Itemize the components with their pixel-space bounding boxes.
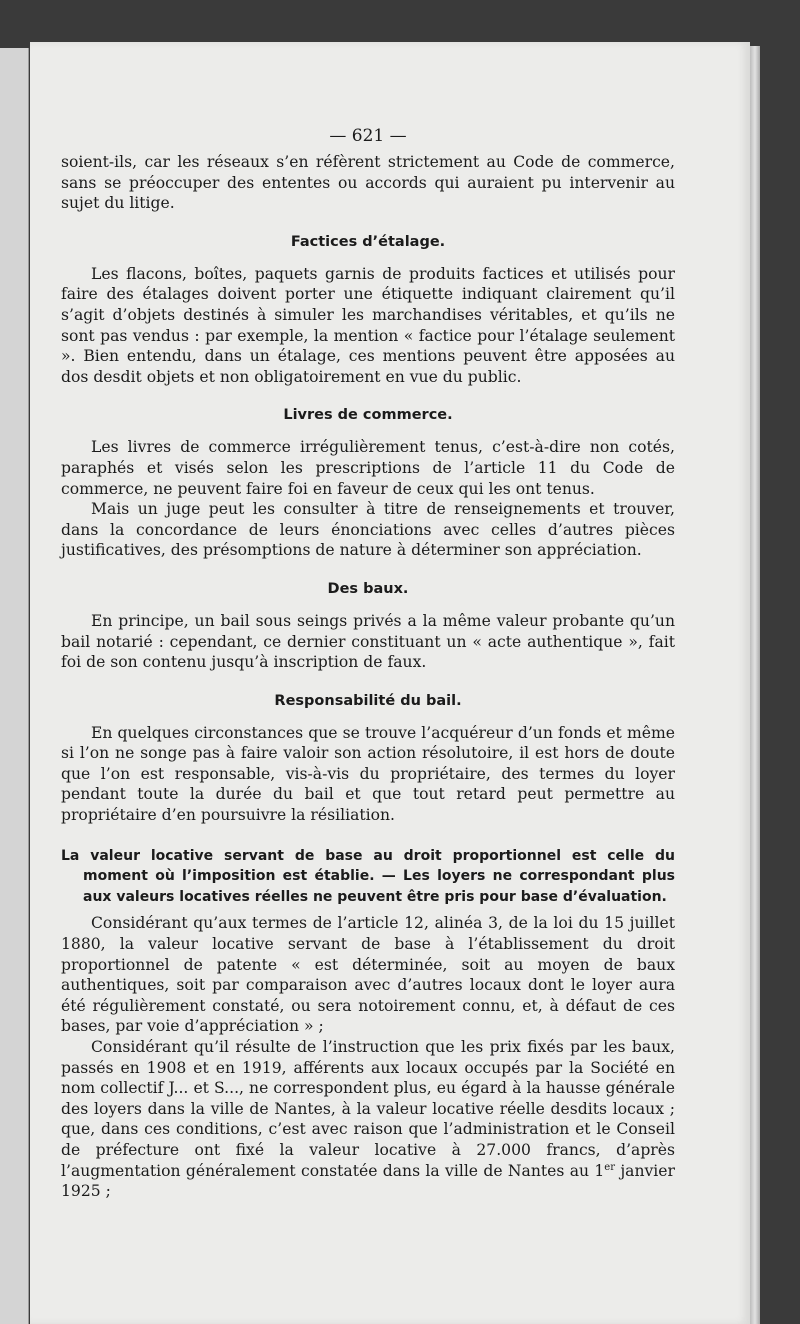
paragraph-livres-1: Les livres de commerce irrégulièrement tenus, c’est-à-dire non cotés, paraphés et visés selon les prescriptions de l’article 11 du Code de commerce, ne peuvent faire foi en faveur de ceux qui les ont tenus. <box>61 438 675 498</box>
page-content <box>61 126 675 1202</box>
section-heading-factices: Factices d’étalage. <box>290 233 446 250</box>
paragraph-responsabilite: En quelques circonstances que se trouve l’acquéreur d’un fonds et même si l’on ne songe pas à faire valoir son action résolutoire, il est hors de doute que l’on est responsable, vis-à-vis du propriétaire, des termes du loyer pendant toute la durée du bail et que tout retard peut permettre au propriétaire d’en poursuivre la résiliation. <box>61 723 675 825</box>
page-stack-edge <box>750 46 760 1324</box>
paragraph-baux: En principe, un bail sous seings privés a la même valeur probante qu’un bail notarié : cependant, ce dernier constituant un « acte authentique », fait foi de son contenu jusqu’à inscription de faux. <box>61 611 675 672</box>
decision-heading: La valeur locative servant de base au droit proportionnel est celle du moment où l’imposition est établie. — Les loyers ne correspondant plus aux valeurs locatives réelles ne peuvent être pris pour base d’évaluation. <box>61 847 675 905</box>
book-page <box>30 42 750 1324</box>
facing-page-edge <box>0 48 29 1324</box>
paragraph-factices: Les flacons, boîtes, paquets garnis de produits factices et utilisés pour faire des étalages doivent porter une étiquette indiquant clairement qu’il s’agit d’objets destinés à simuler les marchandises véritables, et qu’ils ne sont pas vendus : par exemple, la mention « factice pour l’étalage seulement ». Bien entendu, dans un étalage, ces mentions peuvent être apposées au dos desdit objets et non obligatoirement en vue du public. <box>61 264 675 386</box>
decision-paragraph-1: Considérant qu’aux termes de l’article 12, alinéa 3, de la loi du 15 juillet 1880, la valeur locative servant de base à l’établissement du droit proportionnel de patente « est déterminée, soit au moyen de baux authentiques, soit par comparaison avec d’autres locaux dont le loyer aura été régulièrement constaté, ou sera notoirement connu, et, à défaut de ces bases, par voie d’appréciation » ; <box>61 914 675 1036</box>
page-number: — 621 — <box>329 126 407 146</box>
section-heading-livres: Livres de commerce. <box>283 407 453 424</box>
paragraph-livres-2: Mais un juge peut les consulter à titre de renseignements et trouver, dans la concordance de leurs énonciations avec celles d’autres pièces justificatives, des présomptions de nature à déterminer son appréciation. <box>61 500 675 560</box>
section-heading-responsabilite: Responsabilité du bail. <box>274 692 462 709</box>
section-heading-baux: Des baux. <box>327 580 409 597</box>
opening-paragraph: soient-ils, car les réseaux s’en réfèrent strictement au Code de commerce, sans se préoccuper des ententes ou accords qui auraient pu intervenir au sujet du litige. <box>61 153 675 213</box>
decision-paragraph-2: Considérant qu’il résulte de l’instruction que les prix fixés par les baux, passés en 1908 et en 1919, afférents aux locaux occupés par la Société en nom collectif J... et S..., ne correspondent plus, eu égard à la hausse générale des loyers dans la ville de Nantes, à la valeur locative réelle desdits locaux ; que, dans ces conditions, c’est avec raison que l’administration et le Conseil de préfecture ont fixé la valeur locative à 27.000 francs, d’après l’augmentation généralement constatée dans la ville de Nantes au 1er janvier 1925 ; <box>61 1038 675 1201</box>
